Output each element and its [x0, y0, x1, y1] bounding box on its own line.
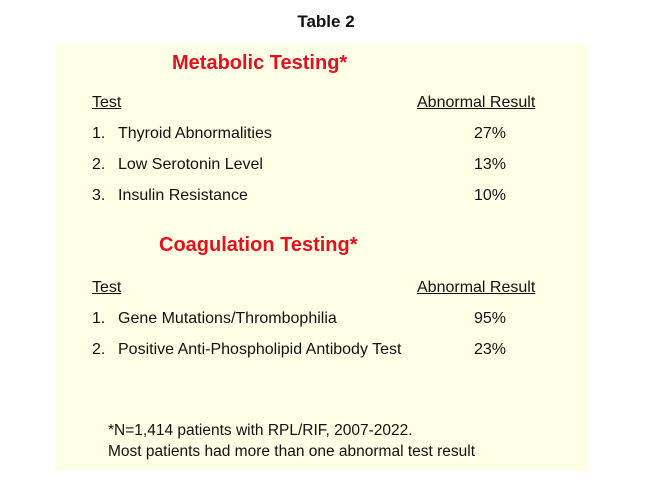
table-panel [56, 44, 588, 471]
footnote [108, 420, 475, 462]
coagulation-result-header: Abnormal Result [417, 279, 536, 296]
test-name: Thyroid Abnormalities [118, 125, 272, 142]
coagulation-section-title: Coagulation Testing* [159, 234, 358, 256]
metabolic-result-header: Abnormal Result [417, 94, 536, 111]
metabolic-section-title: Metabolic Testing* [172, 52, 348, 74]
metabolic-row-3-value: 10% [473, 187, 507, 204]
footnote-line-2: Most patients had more than one abnormal test result [108, 443, 476, 460]
row-number: 1. [92, 310, 106, 327]
coagulation-test-header: Test [92, 279, 122, 296]
coagulation-row-2 [92, 341, 401, 359]
row-number: 3. [92, 187, 106, 204]
coagulation-row-1 [92, 310, 337, 328]
metabolic-row-1-value: 27% [473, 125, 507, 142]
metabolic-row-1 [92, 125, 272, 143]
metabolic-row-3 [92, 187, 248, 205]
row-number: 2. [92, 156, 106, 173]
table-caption: Table 2 [297, 12, 355, 31]
metabolic-row-2-value: 13% [473, 156, 507, 173]
test-name: Gene Mutations/Thrombophilia [118, 310, 337, 327]
row-number: 1. [92, 125, 106, 142]
coagulation-row-2-value: 23% [473, 341, 507, 358]
row-number: 2. [92, 341, 106, 358]
footnote-line-1: *N=1,414 patients with RPL/RIF, 2007-2022. [108, 422, 413, 439]
test-name: Positive Anti-Phospholipid Antibody Test [118, 341, 402, 358]
test-name: Insulin Resistance [118, 187, 248, 204]
coagulation-row-1-value: 95% [473, 310, 507, 327]
metabolic-row-2 [92, 156, 263, 174]
metabolic-test-header: Test [92, 94, 122, 111]
test-name: Low Serotonin Level [118, 156, 263, 173]
